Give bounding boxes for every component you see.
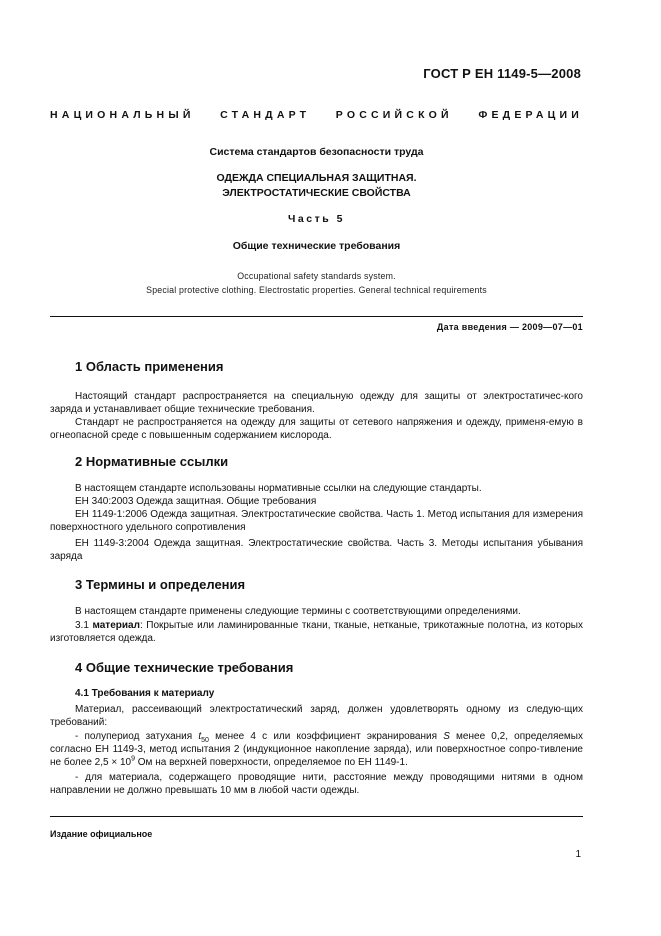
subsection-4-1-heading: 4.1 Требования к материалу: [75, 688, 215, 699]
requirement-bullet-2: - для материала, содержащего проводящие нити, расстояние между проводящими нитями в одном направлении не должно превышать 10 мм в любой части одежды.: [50, 772, 583, 797]
title-line-1: ОДЕЖДА СПЕЦИАЛЬНАЯ ЗАЩИТНАЯ.: [216, 172, 417, 184]
section-3-heading: 3 Термины и определения: [75, 577, 246, 592]
part-label: Часть 5: [288, 213, 345, 225]
english-title-line-1: Occupational safety standards system.: [237, 271, 396, 281]
national-title-word: НАЦИОНАЛЬНЫЙ: [50, 109, 195, 121]
section-3-paragraph-1: В настоящем стандарте применены следующие термины с соответствующими определениями.: [75, 606, 521, 617]
footer-divider: [50, 816, 583, 817]
introduction-date: Дата введения — 2009—07—01: [436, 322, 583, 332]
document-code: ГОСТ Р ЕН 1149-5—2008: [423, 66, 581, 81]
title-line-2: ЭЛЕКТРОСТАТИЧЕСКИЕ СВОЙСТВА: [222, 187, 411, 199]
reference-en-1149-3: ЕН 1149-3:2004 Одежда защитная. Электростатические свойства. Часть 3. Методы испытания убывания заряда: [50, 538, 583, 563]
section-4-heading: 4 Общие технические требования: [75, 660, 294, 675]
definition-text: : Покрытые или ламинированные ткани, тканые, нетканые, трикотажные полотна, из которых изготовляется одежда.: [50, 620, 583, 645]
english-title-line-2: Special protective clothing. Electrostatic properties. General technical requirements: [146, 285, 487, 295]
official-edition-label: Издание официальное: [50, 829, 153, 839]
requirement-bullet-1: - полупериод затухания $t_{50}$ менее 4 с или коэффициент экранирования S менее 0,2, определяемых согласно ЕН 1149-3, метод испытания 2 (индукционное накопление заряда), или поверхностное сопро-тивление не более $2,5 \times 10^9$ Ом на верхней поверхности, определяемое по ЕН 1149-1.: [50, 731, 583, 769]
section-2-heading: 2 Нормативные ссылки: [75, 454, 229, 469]
system-title: Система стандартов безопасности труда: [209, 146, 424, 158]
national-title-word: СТАНДАРТ: [220, 109, 311, 121]
section-4-paragraph-1: Материал, рассеивающий электростатический заряд, должен удовлетворять одному из следую-щих требований:: [50, 704, 583, 729]
definition-term: материал: [92, 620, 140, 631]
national-standard-title: [50, 109, 583, 121]
national-title-word: РОССИЙСКОЙ: [335, 109, 453, 121]
national-title-word: ФЕДЕРАЦИИ: [478, 109, 583, 121]
definition-number: 3.1: [75, 620, 89, 631]
page-number: 1: [575, 849, 581, 860]
reference-en-1149-1: ЕН 1149-1:2006 Одежда защитная. Электростатические свойства. Часть 1. Метод испытания для измерения поверхностного удельного сопротивления: [50, 509, 583, 534]
section-1-paragraph-1: Настоящий стандарт распространяется на специальную одежду для защиты от электростатичес-кого заряда и устанавливает общие технические требования.: [50, 391, 583, 416]
header-divider: [50, 316, 583, 317]
document-subtitle: Общие технические требования: [232, 240, 401, 252]
section-1-paragraph-2: Стандарт не распространяется на одежду для защиты от сетевого напряжения и одежду, применя-емую в огнеопасной среде с повышенным содержанием кислорода.: [50, 417, 583, 442]
section-2-paragraph-1: В настоящем стандарте использованы нормативные ссылки на следующие стандарты.: [75, 483, 482, 494]
reference-en-340: ЕН 340:2003 Одежда защитная. Общие требования: [75, 496, 317, 507]
document-title: [50, 171, 583, 201]
section-1-heading: 1 Область применения: [75, 359, 224, 374]
definition-3-1: [50, 619, 583, 645]
